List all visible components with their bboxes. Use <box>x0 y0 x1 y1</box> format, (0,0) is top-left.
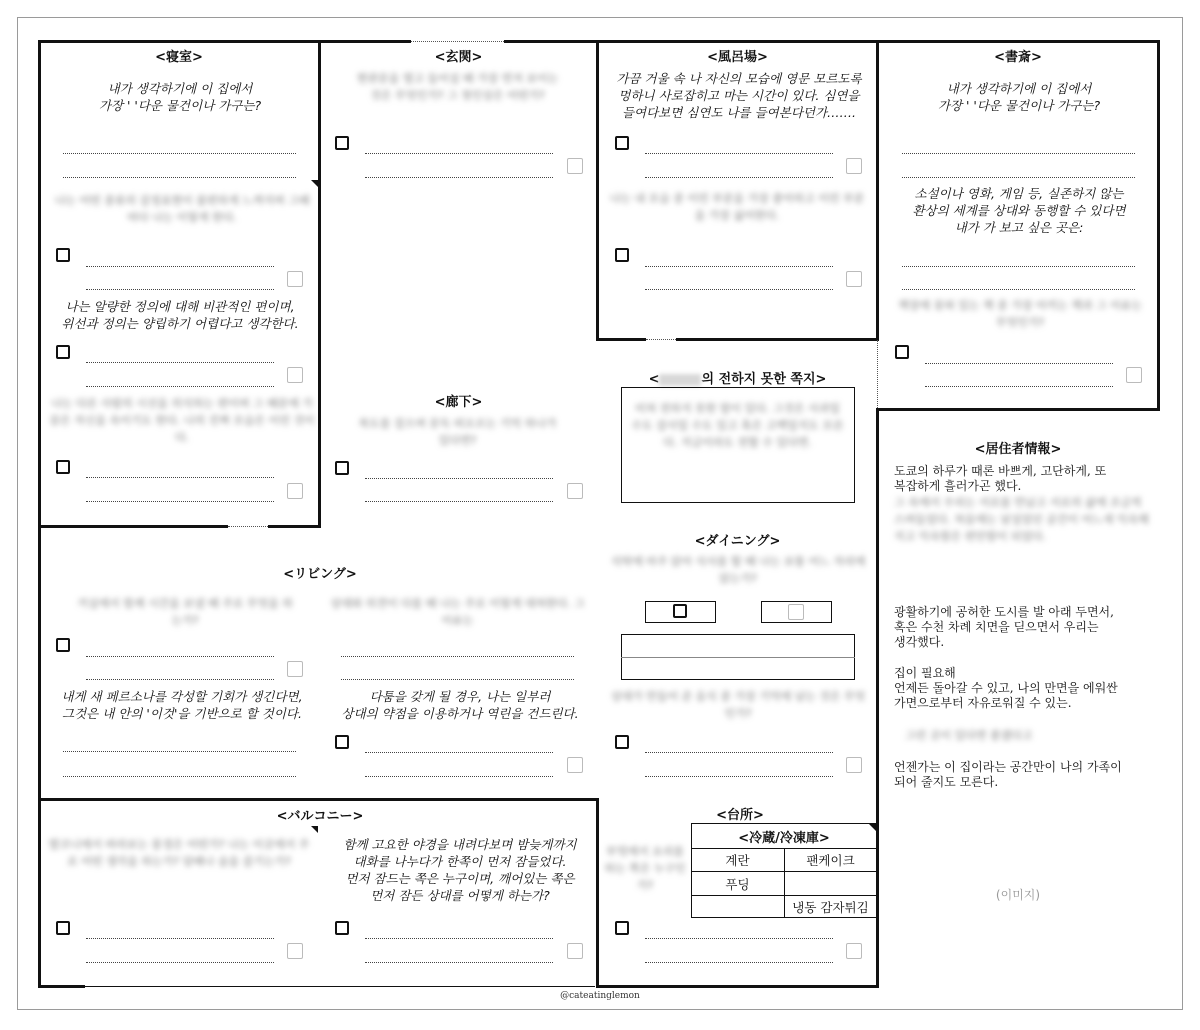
wall <box>38 798 599 801</box>
unsent-note-title: < 의 전하지 못한 쪽지> <box>648 372 827 387</box>
wall <box>596 338 646 341</box>
entrance-blurred-text: 현관문을 열고 들어설 때 가장 먼저 보이는 것은 무엇인가? 그 첫인상은 어떤가? <box>356 72 559 102</box>
entrance-title: <玄関> <box>434 50 483 65</box>
bedroom-question: 내가 생각하기에 이 집에서 가장 ' '다운 물건이나 가구는? <box>98 81 262 113</box>
corridor-blurred-text: 복도를 걸으며 문득 떠오르는 기억 하나가 있다면? <box>358 417 557 447</box>
answer-line[interactable] <box>925 363 1113 364</box>
wall <box>676 338 879 341</box>
answer-line[interactable] <box>925 386 1113 387</box>
checkbox-alt[interactable] <box>567 158 583 174</box>
answer-line[interactable] <box>365 938 553 939</box>
checkbox-alt[interactable] <box>287 271 303 287</box>
wall <box>596 40 599 340</box>
fridge-item: 팬케이크 <box>806 853 855 868</box>
divider <box>621 657 855 658</box>
answer-line[interactable] <box>86 962 274 963</box>
resident-paragraph-4: 언젠가는 이 집이라는 공간만이 나의 가족이 되어 줄지도 모른다. <box>894 760 1122 789</box>
name-blank <box>659 374 701 386</box>
checkbox[interactable] <box>335 461 349 475</box>
answer-line[interactable] <box>86 477 274 478</box>
study-question: 내가 생각하기에 이 집에서 가장 ' '다운 물건이나 가구는? <box>937 81 1101 113</box>
answer-line[interactable] <box>86 501 274 502</box>
checkbox[interactable] <box>56 248 70 262</box>
bedroom-blurred-text: 나는 어떤 종류의 감정표현이 불편하게 느껴지며 그때마다 나는 이렇게 한다. <box>54 194 310 224</box>
wall <box>876 408 1160 411</box>
answer-line[interactable] <box>341 679 574 680</box>
checkbox-alt[interactable] <box>1126 367 1142 383</box>
wall <box>268 525 321 528</box>
checkbox[interactable] <box>615 735 629 749</box>
wall <box>504 40 1159 43</box>
answer-line[interactable] <box>365 776 553 777</box>
checkbox[interactable] <box>895 345 909 359</box>
checkbox-alt[interactable] <box>846 943 862 959</box>
fridge-item: 푸딩 <box>725 877 750 892</box>
checkbox[interactable] <box>56 921 70 935</box>
wall <box>38 985 85 988</box>
entrance-door <box>411 41 504 42</box>
answer-line[interactable] <box>645 153 833 154</box>
answer-line[interactable] <box>645 938 833 939</box>
answer-line[interactable] <box>645 962 833 963</box>
bathroom-blurred-text: 나는 내 모습 중 이런 부분을 가장 좋아하고 이런 부분을 가장 싫어한다. <box>609 192 865 222</box>
resident-info-title: <居住者情報> <box>974 442 1062 457</box>
resident-blurred-text: 그 속에서 우리는 서로를 만났고 서로의 삶에 조금씩 스며들었다. 처음에는 낯설었던 공간이 어느새 익숙해지고 익숙함은 편안함이 되었다. <box>894 496 1149 543</box>
door <box>228 526 268 527</box>
balcony-blurred-text: 발코니에서 바라보는 풍경은 어떤가? 나는 이곳에서 주로 어떤 생각을 하는가? 담배나 술을 즐기는가? <box>48 838 310 868</box>
kitchen-title: <台所> <box>716 808 764 823</box>
answer-line[interactable] <box>645 776 833 777</box>
study-question-2: 소설이나 영화, 게임 등, 실존하지 않는 환상의 세계를 상대와 동행할 수 있다면 내가 가 보고 싶은 곳은: <box>912 186 1126 235</box>
checkbox[interactable] <box>56 638 70 652</box>
answer-line[interactable] <box>341 656 574 657</box>
answer-line[interactable] <box>86 656 274 657</box>
image-placeholder: (이미지) <box>995 888 1041 902</box>
checkbox[interactable] <box>335 735 349 749</box>
wall <box>876 40 879 340</box>
balcony-title: <バルコニー> <box>276 809 364 824</box>
checkbox-alt[interactable] <box>287 367 303 383</box>
bedroom-statement: 나는 알량한 정의에 대해 비관적인 편이며, 위선과 정의는 양립하기 어렵다고 생각한다. <box>61 299 299 331</box>
checkbox-alt[interactable] <box>287 483 303 499</box>
living-statement-left: 내게 새 페르소나를 각성할 기회가 생긴다면, 그것은 내 안의 '이것'을 기반으로 할 것이다. <box>61 689 303 721</box>
study-blurred-text: 책장에 꽂혀 있는 책 중 가장 아끼는 책과 그 이유는 무엇인가? <box>898 299 1142 329</box>
answer-line[interactable] <box>365 501 553 502</box>
checkbox-alt[interactable] <box>567 483 583 499</box>
kitchen-blurred-text: 부엌에서 요리를 하는 쪽은 누구인가? <box>604 845 686 892</box>
checkbox[interactable] <box>673 604 687 618</box>
checkbox[interactable] <box>615 136 629 150</box>
resident-paragraph-3: 집이 필요해 언제든 돌아갈 수 있고, 나의 만면을 에워싼 가면으로부터 자유로워질 수 있는. <box>894 666 1118 710</box>
answer-line[interactable] <box>365 153 553 154</box>
bedroom-blurred-text-2: 나는 다른 사람의 시선을 의식하는 편이며 그 때문에 가끔은 자신을 속이기도 한다. 나의 진짜 모습은 이런 것이다. <box>49 397 315 444</box>
checkbox[interactable] <box>335 921 349 935</box>
living-statement-right: 다툼을 갖게 될 경우, 나는 일부러 상대의 약점을 이용하거나 역린을 건드린다. <box>341 689 579 721</box>
checkbox-alt[interactable] <box>287 661 303 677</box>
corner-mark <box>311 180 318 187</box>
resident-paragraph-2: 광활하기에 공허한 도시를 발 아래 두면서, 혹은 수천 차례 치면을 딛으면서 우리는 생각했다. <box>894 605 1114 649</box>
study-door <box>877 340 878 408</box>
fridge-item: 냉동 감자튀김 <box>792 900 869 915</box>
fridge-title: <冷蔵/冷凍庫> <box>738 831 830 846</box>
wall <box>38 40 411 43</box>
living-title: <リビング> <box>283 567 357 582</box>
answer-line[interactable] <box>86 938 274 939</box>
dining-blurred-text: 식탁에 마주 앉아 식사를 할 때 나는 보통 어느 자리에 앉는가? <box>610 555 866 585</box>
answer-line[interactable] <box>63 776 296 777</box>
answer-line[interactable] <box>902 289 1135 290</box>
unsent-note-blurred-text: 미처 전하지 못한 말이 있다. 그것은 사과일 수도 감사일 수도 있고 혹은 고백일지도 모른다. 지금이라도 전할 수 있다면. <box>631 402 844 449</box>
answer-line[interactable] <box>645 266 833 267</box>
answer-line[interactable] <box>645 289 833 290</box>
checkbox-alt[interactable] <box>567 757 583 773</box>
wall <box>1157 40 1160 411</box>
resident-paragraph-1: 도쿄의 하루가 때론 바쁘게, 고단하게, 또 복잡하게 흘러가곤 했다. <box>894 464 1107 493</box>
answer-line[interactable] <box>902 177 1135 178</box>
wall <box>596 985 879 988</box>
balcony-question: 함께 고요한 야경을 내려다보며 밤늦게까지 대화를 나누다가 한쪽이 먼저 잠들었다. 먼저 잠드는 쪽은 누구이며, 깨어있는 쪽은 먼저 잠든 상대를 어떻게 하는가? <box>343 837 577 903</box>
answer-line[interactable] <box>86 679 274 680</box>
wall <box>38 40 41 987</box>
answer-line[interactable] <box>86 362 274 363</box>
wall <box>596 798 599 988</box>
dining-title: <ダイニング> <box>694 534 781 549</box>
checkbox[interactable] <box>615 921 629 935</box>
wall <box>38 525 228 528</box>
fridge-item: 계란 <box>725 853 750 868</box>
answer-line[interactable] <box>645 177 833 178</box>
answer-line[interactable] <box>63 177 296 178</box>
answer-line[interactable] <box>365 962 553 963</box>
corridor-title: <廊下> <box>434 395 483 410</box>
answer-line[interactable] <box>902 266 1135 267</box>
checkbox-alt[interactable] <box>788 604 804 620</box>
answer-line[interactable] <box>86 386 274 387</box>
checkbox[interactable] <box>615 248 629 262</box>
corner-mark <box>311 826 318 833</box>
living-blurred-text-left: 거실에서 함께 시간을 보낼 때 주로 무엇을 하는가? <box>77 597 293 627</box>
dining-blurred-text-2: 상대가 만들어 준 음식 중 가장 기억에 남는 것은 무엇인가? <box>610 690 866 720</box>
wall <box>318 182 321 528</box>
credit: @cateatinglemon <box>560 991 640 1001</box>
door <box>646 339 676 340</box>
answer-line[interactable] <box>86 266 274 267</box>
balcony-window <box>85 986 595 987</box>
resident-blurred-text-2: 그런 곳이 있다면 좋겠다고 <box>905 729 1033 742</box>
answer-line[interactable] <box>365 177 553 178</box>
answer-line[interactable] <box>63 751 296 752</box>
answer-line[interactable] <box>63 153 296 154</box>
answer-line[interactable] <box>365 752 553 753</box>
living-blurred-text-right: 상대와 의견이 다를 때 나는 주로 이렇게 대처한다. 그 이유는 <box>330 597 585 627</box>
bathroom-question: 가끔 거울 속 나 자신의 모습에 영문 모르도록 멍하니 사로잡히고 마는 시간이 있다. 심연을 들여다보면 심연도 나를 들여본다던가……. <box>616 71 862 120</box>
checkbox[interactable] <box>56 460 70 474</box>
checkbox-alt[interactable] <box>846 271 862 287</box>
checkbox[interactable] <box>56 345 70 359</box>
checkbox-alt[interactable] <box>846 158 862 174</box>
checkbox-alt[interactable] <box>846 757 862 773</box>
bathroom-title: <風呂場> <box>707 50 768 65</box>
answer-line[interactable] <box>86 289 274 290</box>
checkbox-alt[interactable] <box>567 943 583 959</box>
checkbox-alt[interactable] <box>287 943 303 959</box>
checkbox[interactable] <box>335 136 349 150</box>
answer-line[interactable] <box>645 752 833 753</box>
answer-line[interactable] <box>902 153 1135 154</box>
answer-line[interactable] <box>365 478 553 479</box>
study-title: <書斎> <box>994 50 1042 65</box>
bedroom-title: <寝室> <box>155 50 203 65</box>
